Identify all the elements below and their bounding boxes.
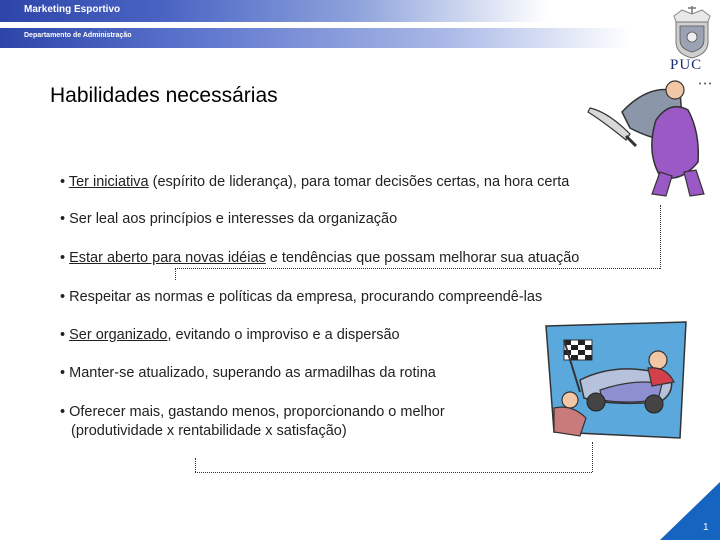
bullet-5: • Ser organizado, evitando o improviso e a dispersão	[60, 327, 400, 343]
bullet-5-underlined: Ser organizado	[69, 327, 168, 343]
connector-line	[175, 268, 176, 280]
bullet-3-text: e tendências que possam melhorar sua atuação	[265, 250, 580, 266]
connector-line	[592, 442, 593, 472]
bullet-7-continuation: (produtividade x rentabilidade x satisfação)	[71, 423, 347, 439]
bullet-1-underlined: Ter iniciativa	[68, 174, 149, 190]
header-title: Marketing Esportivo	[24, 4, 121, 15]
bullet-5-text: , evitando o improviso e a dispersão	[167, 327, 400, 343]
bullet-2-text: Ser leal aos princípios e interesses da organização	[69, 211, 398, 227]
race-clipart	[540, 320, 690, 442]
bullet-1-text: (espírito de liderança), para tomar decisões certas, na hora certa	[148, 174, 570, 190]
bullet-7-text: Oferecer mais, gastando menos, proporcionando o melhor	[69, 404, 445, 420]
connector-line	[195, 472, 592, 473]
bullet-6-text: Manter-se atualizado, superando as armadilhas da rotina	[69, 365, 436, 381]
bullet-3-underlined: Estar aberto para novas idéias	[69, 250, 266, 266]
bullet-7: • Oferecer mais, gastando menos, proporcionando o melhor	[60, 404, 445, 420]
bullet-2: • Ser leal aos princípios e interesses da organização	[60, 211, 398, 227]
page-number: 1	[703, 522, 709, 533]
bullet-4-text: Respeitar as normas e políticas da empresa, procurando compreendê-las	[69, 289, 543, 305]
logo-text: PUC	[670, 57, 703, 73]
page-title: Habilidades necessárias	[50, 84, 278, 107]
bullet-6: • Manter-se atualizado, superando as armadilhas da rotina	[60, 365, 436, 381]
bullet-4: • Respeitar as normas e políticas da empresa, procurando compreendê-las	[60, 289, 543, 305]
connector-line	[195, 458, 196, 472]
bullet-3: • Estar aberto para novas idéias e tendências que possam melhorar sua atuação	[60, 250, 580, 266]
connector-line	[175, 268, 660, 269]
connector-line	[660, 205, 661, 269]
corner-decoration	[660, 482, 720, 540]
header-subtitle: Departamento de Administração	[24, 32, 132, 39]
warrior-clipart	[560, 72, 710, 202]
puc-logo	[668, 2, 716, 78]
bullet-1: • Ter iniciativa (espírito de liderança), para tomar decisões certas, na hora certa	[60, 174, 570, 190]
